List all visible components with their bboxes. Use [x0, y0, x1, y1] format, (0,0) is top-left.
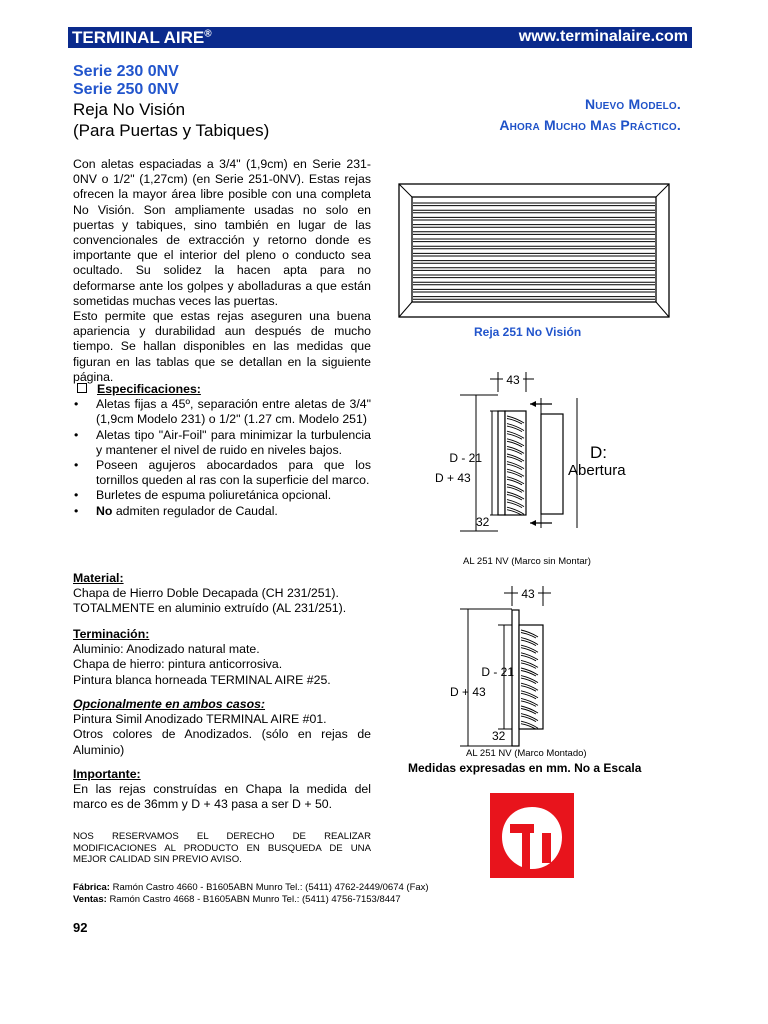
section-diagram-mounted: [430, 582, 560, 752]
series-title-230: Serie 230 0NV: [73, 63, 179, 80]
dim-32-label: 32: [492, 729, 506, 743]
footer-address: Fábrica: Ramón Castro 4660 - B1605ABN Munro Tel.: (5411) 4762-2449/0674 (Fax) Ventas: Ramón Castro 4668 - B1605ABN Munro Tel.: (5411) 4756-7153/8447: [73, 882, 429, 905]
page-number: 92: [73, 920, 88, 935]
importante-section: Importante: En las rejas construídas en Chapa la medida del marco es de 36mm y D + 43 pasa a ser D + 50.: [73, 767, 371, 812]
dim-d-label: D:: [590, 443, 607, 462]
promo-text: Nuevo Modelo. Ahora Mucho Mas Práctico.: [499, 96, 681, 133]
header-bar: [68, 27, 692, 48]
dim-43-label: 43: [506, 373, 520, 387]
diagram1-caption: AL 251 NV (Marco sin Montar): [463, 556, 591, 567]
list-item: • Aletas fijas a 45º, separación entre aletas de 3/4" (1,9cm Modelo 231) o 1/2" (1.27 cm. Modelo 251): [73, 397, 371, 427]
opcional-section: Opcionalmente en ambos casos: Pintura Simil Anodizado TERMINAL AIRE #01. Otros colores de Anodizados. (sólo en rejas de Aluminio): [73, 697, 371, 757]
list-item: • Poseen agujeros abocardados para que los tornillos queden al ras con la superficie del marco.: [73, 458, 371, 488]
grille-front-view: [398, 183, 670, 318]
dim-d43-label: D + 43: [435, 471, 471, 485]
terminal-aire-logo: [490, 793, 574, 878]
list-item: • No admiten regulador de Caudal.: [73, 504, 371, 519]
disclaimer: NOS RESERVAMOS EL DERECHO DE REALIZAR MODIFICACIONES AL PRODUCTO EN BUSQUEDA DE UNA MEJOR CALIDAD SIN PREVIO AVISO.: [73, 831, 371, 865]
list-item: • Aletas tipo "Air-Foil" para minimizar la turbulencia y mantener el nivel de ruido en niveles bajos.: [73, 428, 371, 458]
intro-text: Con aletas espaciadas a 3/4" (1,9cm) en Serie 231-0NV o 1/2" (1,27cm) (en Serie 251-0NV). Estas rejas ofrecen la mayor área libre posible con una completa No Visión. Son ampliamente usadas no solo en puertas y tabiques, sino también en lugar de las convencionales de extracción y retorno donde es importante que el interior del pleno o conducto sea ocultado. Su solidez la hacen apta para no deformarse ante los golpes y abolladuras a que están sometidas muchas veces las puertas. Esto permite que estas rejas aseguren una buena apariencia y durabilidad aun después de mucho tiempo. Se hallan disponibles en las medidas que figuran en las tablas que se detallan en la siguiente página.: [73, 157, 371, 384]
grille-caption: Reja 251 No Visión: [474, 325, 582, 339]
dim-d21-label: D - 21: [481, 665, 514, 679]
dim-43-label: 43: [521, 587, 535, 601]
dim-d43-label: D + 43: [450, 685, 486, 699]
section-diagram-unmounted: [430, 368, 650, 543]
specifications-section: Especificaciones: • Aletas fijas a 45º, separación entre aletas de 3/4" (1,9cm Modelo 231) o 1/2" (1.27 cm. Modelo 251) • Aletas tipo "Air-Foil" para minimizar la turbulencia y mantener el nivel de ruido en niveles bajos. • Poseen agujeros abocardados para que los tornillos queden al ras con la superficie del marco. • Burletes de espuma poliuretánica opcional. • No admiten regulador de Caudal.: [73, 382, 371, 519]
dim-abertura-label: Abertura: [568, 462, 626, 479]
specs-list: [73, 397, 371, 519]
product-title: Reja No Visión (Para Puertas y Tabiques): [73, 100, 270, 140]
diagram2-caption: AL 251 NV (Marco Montado): [466, 748, 587, 759]
scale-note: Medidas expresadas en mm. No a Escala: [408, 761, 642, 775]
terminacion-section: Terminación: Aluminio: Anodizado natural mate. Chapa de hierro: pintura anticorrosiva. Pintura blanca horneada TERMINAL AIRE #25.: [73, 627, 331, 687]
dim-d21-label: D - 21: [449, 451, 482, 465]
brand-name: TERMINAL AIRE®: [72, 28, 212, 47]
material-section: Material: Chapa de Hierro Doble Decapada (CH 231/251). TOTALMENTE en aluminio extruído (AL 231/251).: [73, 571, 347, 616]
series-title-250: Serie 250 0NV: [73, 81, 179, 98]
checkbox-icon: [77, 383, 87, 393]
dim-32-label: 32: [476, 515, 490, 529]
website-url[interactable]: www.terminalaire.com: [518, 28, 688, 45]
list-item: • Burletes de espuma poliuretánica opcional.: [73, 488, 371, 503]
